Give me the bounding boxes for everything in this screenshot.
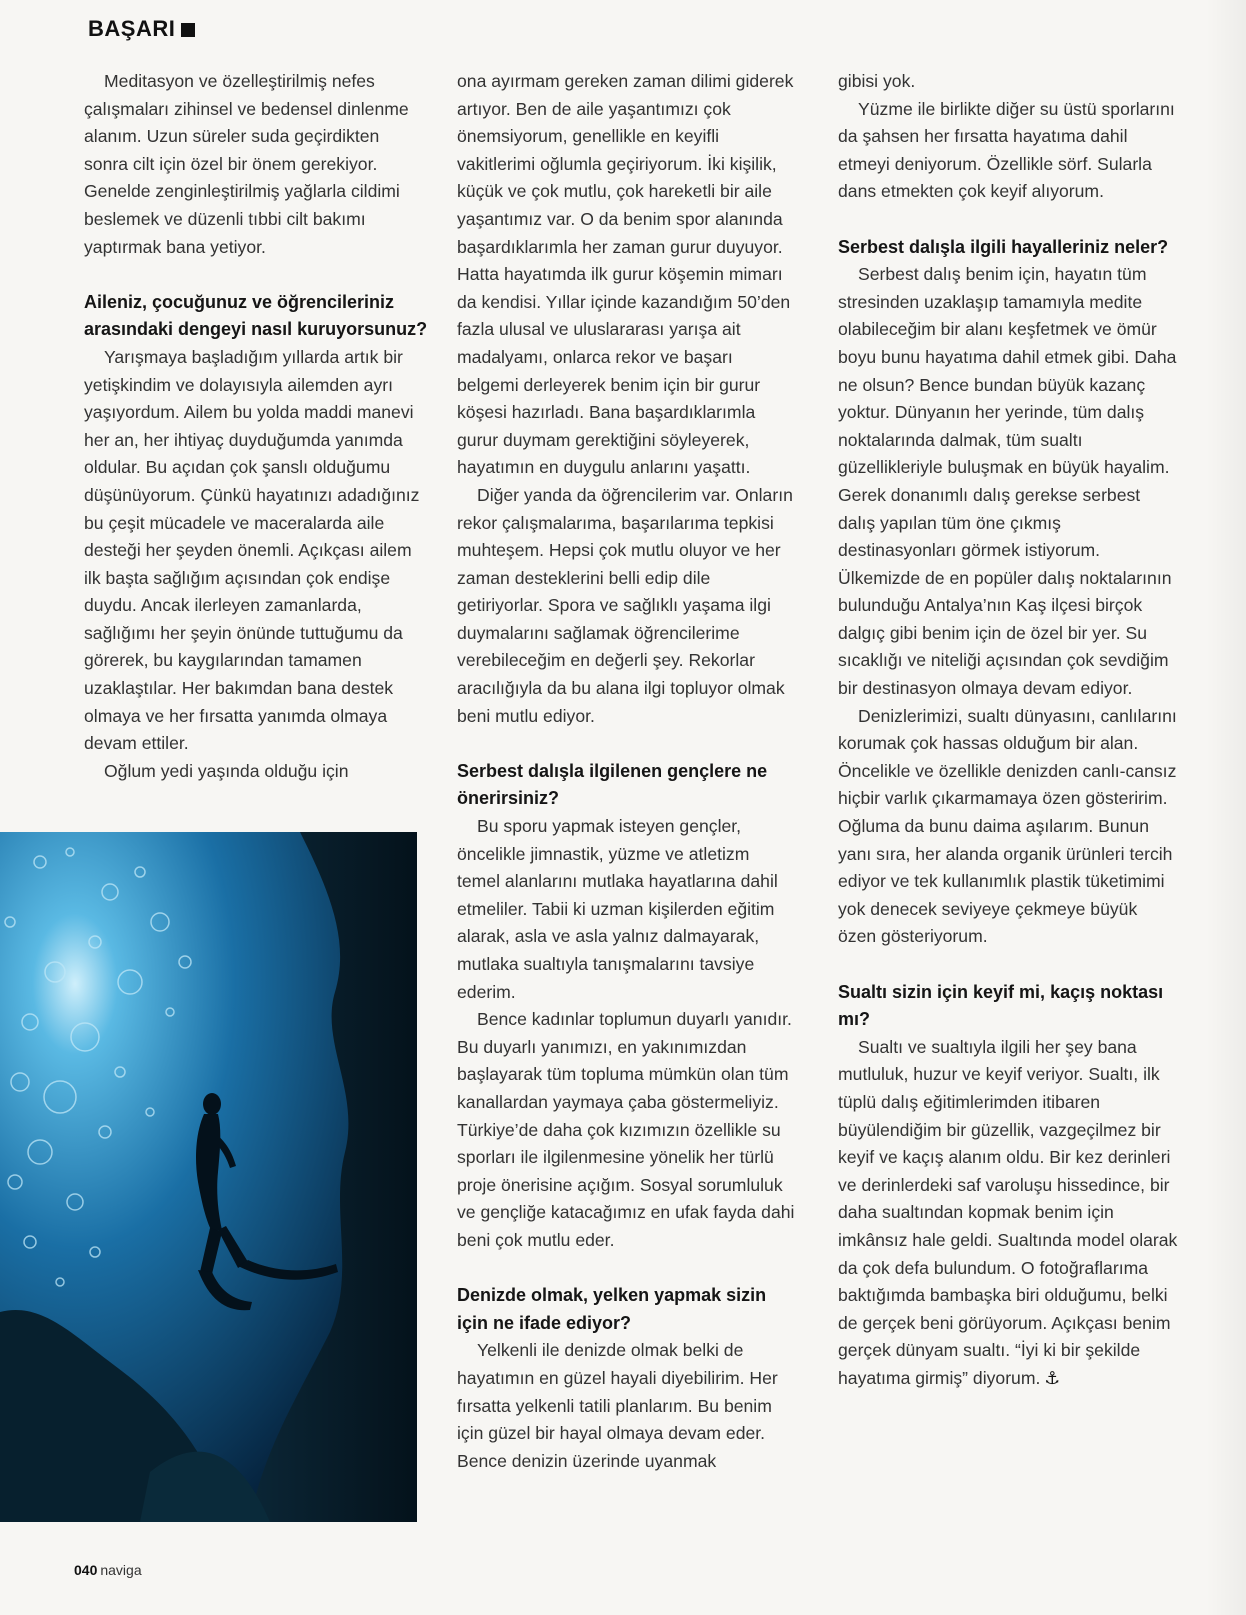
anchor-icon: ⚓ <box>1044 1367 1061 1388</box>
magazine-name: naviga <box>100 1562 142 1578</box>
section-label-text: BAŞARI <box>88 16 176 41</box>
paragraph: Meditasyon ve özelleştirilmiş nefes çalışmaları zihinsel ve bedensel dinlenme alanım. Uzun süreler suda geçirdikten sonra cilt için özel bir önem gerekiyor. Genelde zenginleştirilmiş yağlarla cildimi beslemek ve düzenli tıbbi cilt bakımı yaptırmak bana yetiyor. <box>84 71 409 257</box>
paragraph: Bence kadınlar toplumun duyarlı yanıdır. Bu duyarlı yanımızı, en yakınımızdan başlayarak tüm topluma mümkün olan tüm kanallardan yaymaya çaba göstermeliyiz. Türkiye’de daha çok kızımızın özellikle su sporları ile ilgilenmesine yönelik her türlü proje önerisine açığım. Sosyal sorumluluk ve gençliğe katacağımız en ufak fayda dahi beni çok mutlu eder. <box>457 1009 795 1250</box>
page-number: 040 <box>74 1562 98 1578</box>
article-column-1 <box>84 68 428 785</box>
final-paragraph-text: Sualtı ve sualtıyla ilgili her şey bana mutluluk, huzur ve keyif veriyor. Sualtı, ilk tüplü dalış eğitimlerimden itibaren büyülendiğim bir güzellik, vazgeçilmez bir keyif ve kaçış alanım oldu. Bir kez derinleri ve derinlerdeki saf varoluşu hissedince, bir daha sualtından kopmak benim için imkânsız hale geldi. Sualtında model olarak da çok defa bulundum. O fotoğraflarıma baktığımda bambaşka biri olduğumu, belki de gerçek beni görüyorum. Açıkçası benim gerçek dünyam sualtı. “İyi ki bir şekilde hayatıma girmiş” diyorum. <box>838 1036 1178 1388</box>
interview-question: Sualtı sizin için keyif mi, kaçış noktası mı? <box>838 981 1164 1030</box>
interview-question: Aileniz, çocuğunuz ve öğrencileriniz arasındaki dengeyi nasıl kuruyorsunuz? <box>84 291 428 340</box>
paragraph: Yarışmaya başladığım yıllarda artık bir yetişkindim ve dolayısıyla ailemden ayrı yaşıyordum. Ailem bu yolda maddi manevi her an, her ihtiyaç duyduğumda yanımda oldular. Bu açıdan çok şanslı olduğumu düşünüyorum. Çünkü hayatınızı adadığınız bu çeşit mücadele ve maceralarda aile desteği her şeyden önemli. Açıkçası ailem ilk başta sağlığım açısından çok endişe duydu. Ancak ilerleyen zamanlarda, sağlığımı her şeyin önünde tuttuğumu da görerek, bu kaygılarından tamamen uzaklaştılar. Her bakımdan bana destek olmaya ve her fırsatta yanımda olmaya devam ettiler. <box>84 346 420 754</box>
paragraph: gibisi yok. <box>838 71 916 91</box>
section-square-icon <box>181 23 195 37</box>
page-edge-shade <box>1206 0 1246 1615</box>
article-column-3 <box>838 68 1178 1393</box>
freediver-photo <box>0 832 417 1522</box>
paragraph: ona ayırmam gereken zaman dilimi giderek artıyor. Ben de aile yaşantımızı çok önemsiyorum, genellikle en keyifli vakitlerimi oğlumla geçiriyorum. İki kişilik, küçük ve çok mutlu, çok hareketli bir aile yaşantımız var. O da benim spor alanında başardıklarımla her zaman gurur duyuyor. Hatta hayatımda ilk gurur köşemin mimarı da kendisi. Yıllar içinde kazandığım 50’den fazla ulusal ve uluslararası yarışa ait madalyamı, onlarca rekor ve başarı belgemi derleyerek benim için bir gurur köşesi hazırladı. Bana başardıklarımla gurur duymam gerektiğini söyleyerek, hayatımın en duygulu anlarını yaşattı. <box>457 71 794 478</box>
paragraph: Oğlum yedi yaşında olduğu için <box>104 760 349 781</box>
paragraph-final <box>838 1034 1178 1393</box>
paragraph: Denizlerimizi, sualtı dünyasını, canlılarını korumak çok hassas olduğum bir alan. Öncelikle ve özellikle denizden canlı-cansız hiçbir varlık çıkarmamaya özen gösteririm. Oğluma da bunu daima aşılarım. Bunun yanı sıra, her alanda organik ürünleri tercih ediyor ve tek kullanımlık plastik tüketimimi yok denecek seviyeye çekmeye büyük özen gösteriyorum. <box>838 705 1177 947</box>
paragraph: Bu sporu yapmak isteyen gençler, öncelikle jimnastik, yüzme ve atletizm temel alanlarını mutlaka hayatlarına dahil etmeliler. Tabii ki uzman kişilerden eğitim alarak, asla ve asla yalnız dalmayarak, mutlaka sualtıyla tanışmalarını tavsiye ederim. <box>457 816 778 1002</box>
interview-question: Denizde olmak, yelken yapmak sizin için ne ifade ediyor? <box>457 1285 767 1333</box>
section-label <box>88 16 195 42</box>
article-column-2 <box>457 68 797 1475</box>
paragraph: Serbest dalış benim için, hayatın tüm stresinden uzaklaşıp tamamıyla medite olabileceğim bir alanı keşfetmek ve ömür boyu bunu hayatıma dahil etmek gibi. Daha ne olsun? Bence bundan büyük kazanç yoktur. Dünyanın her yerinde, tüm dalış noktalarında dalmak, tüm sualtı güzellikleriyle buluşmak en büyük hayalim. Gerek donanımlı dalış gerekse serbest dalış yapılan tüm öne çıkmış destinasyonları görmek istiyorum. Ülkemizde de en popüler dalış noktalarının bulunduğu Antalya’nın Kaş ilçesi birçok dalgıç gibi benim için de özel bir yer. Su sıcaklığı ve niteliği açısından çok sevdiğim bir destinasyon olmaya devam ediyor. <box>838 264 1177 699</box>
paragraph: Yüzme ile birlikte diğer su üstü sporlarını da şahsen her fırsatta hayatıma dahil etmeyi deniyorum. Özellikle sörf. Sularla dans etmekten çok keyif alıyorum. <box>838 98 1175 202</box>
interview-question: Serbest dalışla ilgili hayalleriniz neler? <box>838 236 1169 257</box>
interview-question: Serbest dalışla ilgilenen gençlere ne önerirsiniz? <box>457 760 768 809</box>
paragraph: Diğer yanda da öğrencilerim var. Onların rekor çalışmalarıma, başarılarıma tepkisi muhteşem. Hepsi çok mutlu oluyor ve her zaman desteklerini belli edip dile getiriyorlar. Spora ve sağlıklı yaşama ilgi duymalarını sağlamak öğrencilerime verebileceğim en değerli şey. Rekorlar aracılığıyla da bu alana ilgi topluyor olmak beni mutlu ediyor. <box>457 484 793 726</box>
underwater-illustration <box>0 832 417 1522</box>
page-folio <box>74 1562 142 1578</box>
paragraph: Yelkenli ile denizde olmak belki de hayatımın en güzel hayali diyebilirim. Her fırsatta yelkenli tatili planlarım. Bu benim için güzel bir hayal olmaya devam eder. Bence denizin üzerinde uyanmak <box>457 1340 778 1471</box>
